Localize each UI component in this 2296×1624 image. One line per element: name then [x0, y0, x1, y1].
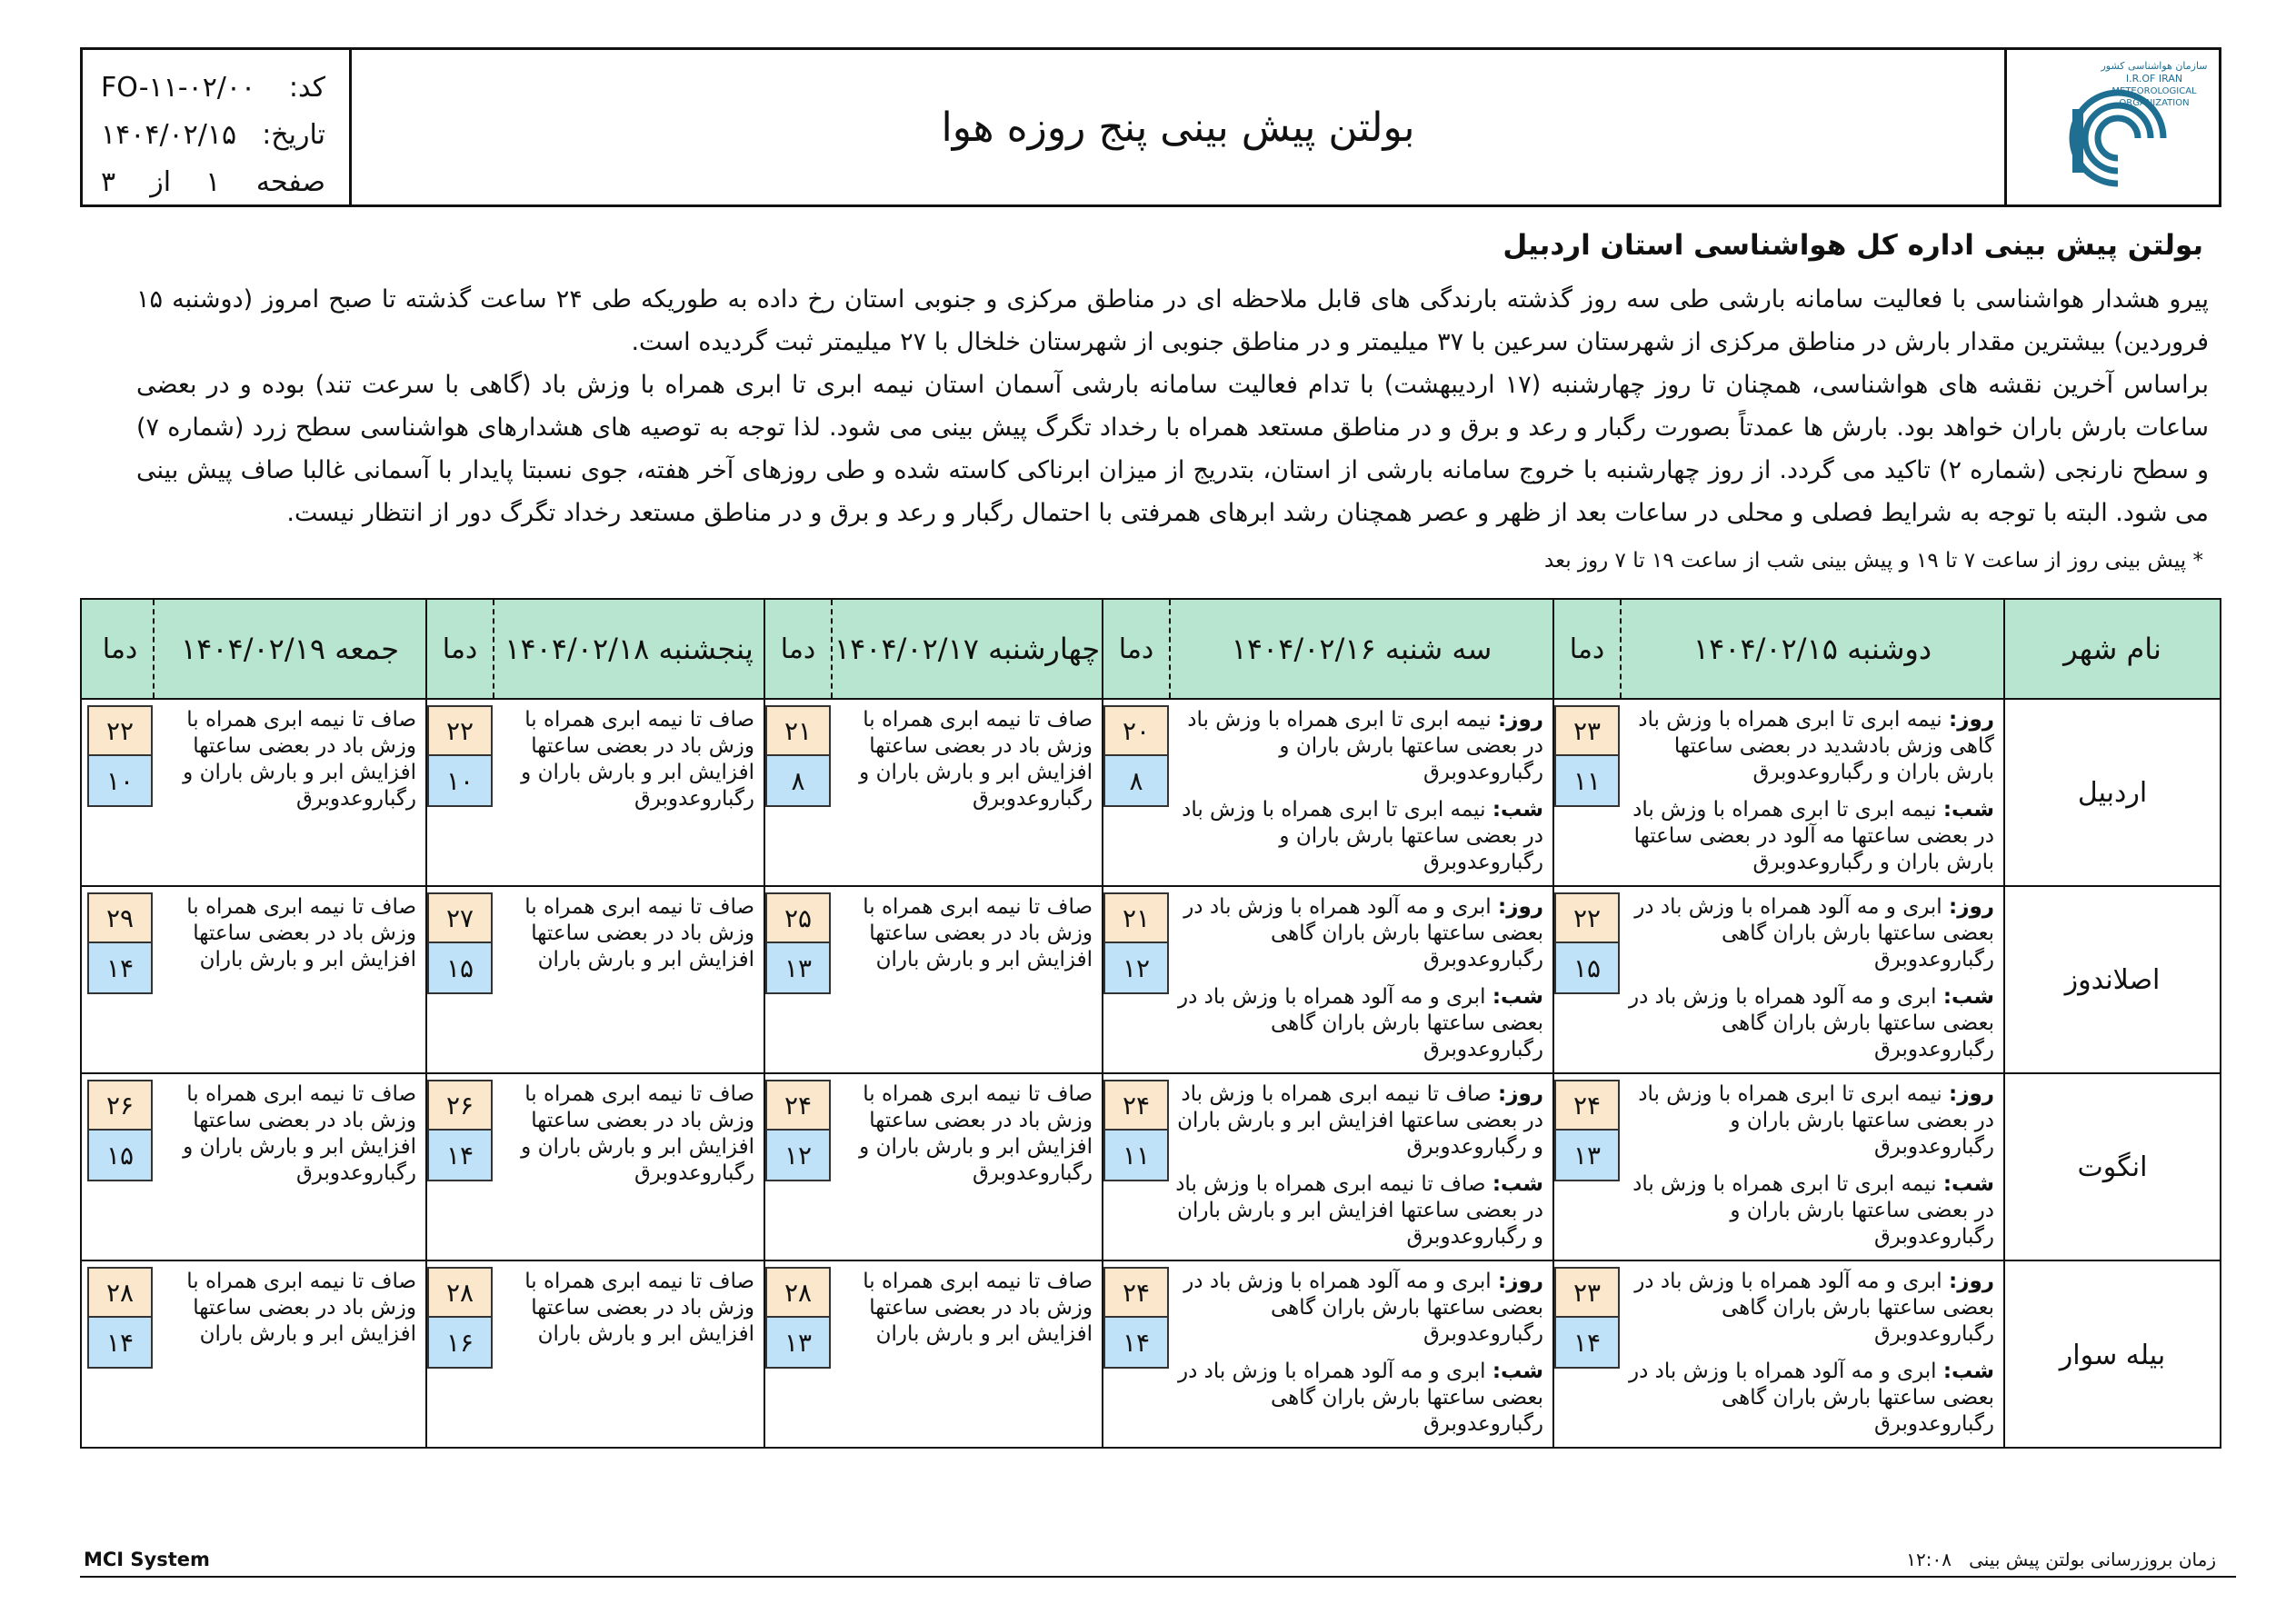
- forecast-table: [80, 598, 2221, 1449]
- city-name: انگوت: [2077, 1151, 2148, 1183]
- page-of: از: [150, 166, 172, 198]
- night-forecast: ابری و مه آلود همراه با وزش باد در بعضی ساعتها بارش باران گاهی رگباروعدوبرق: [1178, 1360, 1543, 1436]
- max-temp: ۲۲: [427, 705, 493, 756]
- min-temp: ۸: [1103, 756, 1169, 807]
- system-label: MCI System: [84, 1549, 210, 1570]
- document-meta: [83, 50, 352, 204]
- forecast-text: صاف تا نیمه ابری همراه با وزش باد در بعضی ساعتها افزایش ابر و بارش باران: [863, 1270, 1093, 1346]
- day-header-cell: چهارشنبه ۱۴۰۴/۰۲/۱۷ دما: [764, 600, 1102, 698]
- max-temp: ۲۴: [1103, 1267, 1169, 1318]
- page-total: ۳: [101, 166, 116, 198]
- forecast-cell: روز: صاف تا نیمه ابری همراه با وزش باد در بعضی ساعتها افزایش ابر و بارش باران و رگباروعدوبرق شب: صاف تا نیمه ابری همراه با وزش باد در بعضی ساعتها افزایش ابر و بارش باران و رگباروعدوبرق ۲۴ ۱۱: [1102, 1074, 1552, 1260]
- table-row: [82, 1074, 2220, 1261]
- day-header-cell: پنجشنبه ۱۴۰۴/۰۲/۱۸ دما: [425, 600, 764, 698]
- forecast-text: صاف تا نیمه ابری همراه با وزش باد در بعضی ساعتها افزایش ابر و بارش باران: [863, 895, 1093, 971]
- night-forecast: ابری و مه آلود همراه با وزش باد در بعضی ساعتها بارش باران گاهی رگباروعدوبرق: [1629, 1360, 1994, 1436]
- min-temp: ۱۳: [765, 943, 831, 994]
- update-time-value: ۱۲:۰۸: [1906, 1549, 1952, 1570]
- max-temp: ۲۶: [87, 1080, 153, 1131]
- day-forecast: نیمه ابری تا ابری همراه با وزش باد گاهی وزش بادشدید در بعضی ساعتها بارش باران و رگباروعدوبرق: [1638, 708, 1994, 784]
- forecast-text: صاف تا نیمه ابری همراه با وزش باد در بعضی ساعتها افزایش ابر و بارش باران و رگباروعدوبرق: [521, 1082, 754, 1185]
- forecast-cell: روز: ابری و مه آلود همراه با وزش باد در بعضی ساعتها بارش باران گاهی رگباروعدوبرق شب: ابری و مه آلود همراه با وزش باد در بعضی ساعتها بارش باران گاهی رگباروعدوبرق ۲۲ ۱۵: [1552, 887, 2003, 1072]
- forecast-cell: [764, 1074, 1102, 1260]
- day-header-cell: سه شنبه ۱۴۰۴/۰۲/۱۶ دما: [1102, 600, 1552, 698]
- day-header-cell: دوشنبه ۱۴۰۴/۰۲/۱۵ دما: [1552, 600, 2003, 698]
- max-temp: ۲۴: [1554, 1080, 1620, 1131]
- max-temp: ۲۰: [1103, 705, 1169, 756]
- max-temp: ۲۴: [765, 1080, 831, 1131]
- forecast-cell: روز: نیمه ابری تا ابری همراه با وزش باد در بعضی ساعتها بارش باران و رگباروعدوبرق شب: نیمه ابری تا ابری همراه با وزش باد در بعضی ساعتها بارش باران و رگباروعدوبرق ۲۰ ۸: [1102, 700, 1552, 885]
- max-temp: ۲۱: [765, 705, 831, 756]
- date-label: تاریخ:: [262, 119, 325, 151]
- min-temp: ۱۴: [87, 943, 153, 994]
- min-temp: ۱۲: [1103, 943, 1169, 994]
- max-temp: ۲۶: [427, 1080, 493, 1131]
- paragraph-2: براساس آخرین نقشه های هواشناسی، همچنان تا روز چهارشنبه (۱۷ اردیبهشت) با تدام فعالیت سامانه بارشی آسمان استان نیمه ابری تا ابری همراه با وزش باد (گاهی با سرعت تند) بوده و در بعضی ساعات بارش باران خواهد بود. بارش ها عمدتاً بصورت رگبار و رعد و برق و در مناطق مستعد همراه با رخداد تگرگ پیش بینی می شود. لذا توجه به توصیه های هشدارهای هواشناسی سطح زرد (شماره ۷) و سطح نارنجی (شماره ۲) تاکید می گردد. از روز چهارشنبه با خروج سامانه بارشی از استان، بتدریج از میزان ابرناکی کاسته شده و طی روزهای آخر هفته، جوی نسبتا پایدار با آسمانی غالبا صاف پیش بینی می شود. البته با توجه به شرایط فصلی و محلی در ساعات بعد از ظهر و عصر همچنان رشد ابرهای همرفتی با احتمال رگبار و رعد و برق و در مناطق مستعد رخداد تگرگ دور از انتظار نیست.: [136, 371, 2209, 527]
- max-temp: ۲۳: [1554, 705, 1620, 756]
- forecast-cell: [764, 700, 1102, 885]
- page-current: ۱: [205, 166, 221, 198]
- forecast-text: صاف تا نیمه ابری همراه با وزش باد در بعضی ساعتها افزایش ابر و بارش باران و رگباروعدوبرق: [859, 708, 1093, 811]
- forecast-cell: روز: ابری و مه آلود همراه با وزش باد در بعضی ساعتها بارش باران گاهی رگباروعدوبرق شب: ابری و مه آلود همراه با وزش باد در بعضی ساعتها بارش باران گاهی رگباروعدوبرق ۲۳ ۱۴: [1552, 1261, 2003, 1449]
- footer-divider: [80, 1576, 2236, 1578]
- table-header: [82, 600, 2220, 700]
- svg-text:METEOROLOGICAL: METEOROLOGICAL: [2111, 86, 2197, 96]
- paragraph-1: پیرو هشدار هواشناسی با فعالیت سامانه بارشی طی سه روز گذشته بارندگی های قابل ملاحظه ای در مناطق مرکزی و جنوبی استان رخ داده به طوریکه طی ۲۴ ساعت گذشته تا صبح امروز (دوشنبه ۱۵ فروردین) بیشترین مقدار بارش در مناطق مرکزی از شهرستان سرعین با ۳۷ میلیمتر و در مناطق جنوبی از شهرستان خلخال با ۲۷ میلیمتر ثبت گردیده است.: [136, 285, 2209, 356]
- update-time: [1906, 1549, 2216, 1570]
- city-name: بیله سوار: [2059, 1339, 2166, 1371]
- code-row: [101, 65, 325, 112]
- forecast-note: * پیش بینی روز از ساعت ۷ تا ۱۹ و پیش بینی شب از ساعت ۱۹ تا ۷ روز بعد: [1544, 549, 2203, 573]
- forecast-cell: [764, 887, 1102, 1072]
- date-value: ۱۴۰۴/۰۲/۱۵: [101, 119, 237, 151]
- day-forecast: ابری و مه آلود همراه با وزش باد در بعضی ساعتها بارش باران گاهی رگباروعدوبرق: [1183, 895, 1543, 971]
- forecast-text: صاف تا نیمه ابری همراه با وزش باد در بعضی ساعتها افزایش ابر و بارش باران: [186, 1270, 416, 1346]
- night-forecast: نیمه ابری تا ابری همراه با وزش باد در بعضی ساعتها بارش باران و رگباروعدوبرق: [1632, 1172, 1994, 1249]
- min-temp: ۱۵: [1554, 943, 1620, 994]
- max-temp: ۲۴: [1103, 1080, 1169, 1131]
- org-title: بولتن پیش بینی اداره کل هواشناسی استان اردبیل: [1502, 229, 2203, 262]
- day-forecast: ابری و مه آلود همراه با وزش باد در بعضی ساعتها بارش باران گاهی رگباروعدوبرق: [1183, 1270, 1543, 1346]
- min-temp: ۱۵: [87, 1131, 153, 1181]
- page-numbering: [101, 159, 220, 206]
- forecast-cell: روز: ابری و مه آلود همراه با وزش باد در بعضی ساعتها بارش باران گاهی رگباروعدوبرق شب: ابری و مه آلود همراه با وزش باد در بعضی ساعتها بارش باران گاهی رگباروعدوبرق ۲۱ ۱۲: [1102, 887, 1552, 1072]
- max-temp: ۲۵: [765, 892, 831, 943]
- max-temp: ۲۳: [1554, 1267, 1620, 1318]
- forecast-text: صاف تا نیمه ابری همراه با وزش باد در بعضی ساعتها افزایش ابر و بارش باران: [186, 895, 416, 971]
- update-label: زمان بروزرسانی بولتن پیش بینی: [1969, 1549, 2216, 1570]
- min-temp: ۱۴: [1554, 1318, 1620, 1369]
- meteorology-logo-icon: [2018, 55, 2209, 200]
- date-row: [101, 112, 325, 159]
- forecast-cell: [87, 887, 425, 1072]
- code-value: FO-۱۱-۰۲/۰۰: [101, 72, 256, 104]
- code-label: کد:: [288, 72, 325, 104]
- svg-text:ORGANIZATION: ORGANIZATION: [2118, 98, 2190, 108]
- forecast-cell: [764, 1261, 1102, 1449]
- forecast-text: صاف تا نیمه ابری همراه با وزش باد در بعضی ساعتها افزایش ابر و بارش باران و رگباروعدوبرق: [521, 708, 754, 811]
- city-name: اردبیل: [2077, 776, 2148, 809]
- min-temp: ۱۳: [1554, 1131, 1620, 1181]
- min-temp: ۸: [765, 756, 831, 807]
- day-forecast: ابری و مه آلود همراه با وزش باد در بعضی ساعتها بارش باران گاهی رگباروعدوبرق: [1634, 895, 1994, 971]
- max-temp: ۲۷: [427, 892, 493, 943]
- min-temp: ۱۴: [1103, 1318, 1169, 1369]
- city-name: اصلاندوز: [2064, 963, 2161, 996]
- table-row: [82, 887, 2220, 1074]
- forecast-text: صاف تا نیمه ابری همراه با وزش باد در بعضی ساعتها افزایش ابر و بارش باران و رگباروعدوبرق: [859, 1082, 1093, 1185]
- max-temp: ۲۲: [87, 705, 153, 756]
- forecast-text: صاف تا نیمه ابری همراه با وزش باد در بعضی ساعتها افزایش ابر و بارش باران و رگباروعدوبرق: [183, 1082, 416, 1185]
- day-forecast: ابری و مه آلود همراه با وزش باد در بعضی ساعتها بارش باران گاهی رگباروعدوبرق: [1634, 1270, 1994, 1346]
- day-forecast: نیمه ابری تا ابری همراه با وزش باد در بعضی ساعتها بارش باران و رگباروعدوبرق: [1187, 708, 1543, 784]
- max-temp: ۲۸: [427, 1267, 493, 1318]
- max-temp: ۲۱: [1103, 892, 1169, 943]
- min-temp: ۱۱: [1103, 1131, 1169, 1181]
- max-temp: ۲۸: [765, 1267, 831, 1318]
- city-header-cell: نام شهر: [2003, 600, 2220, 698]
- forecast-text: صاف تا نیمه ابری همراه با وزش باد در بعضی ساعتها افزایش ابر و بارش باران: [524, 1270, 754, 1346]
- page-title: بولتن پیش بینی پنج روزه هوا: [941, 104, 1415, 151]
- svg-text:I.R.OF IRAN: I.R.OF IRAN: [2125, 73, 2182, 85]
- forecast-cell: [425, 700, 764, 885]
- forecast-cell: روز: ابری و مه آلود همراه با وزش باد در بعضی ساعتها بارش باران گاهی رگباروعدوبرق شب: ابری و مه آلود همراه با وزش باد در بعضی ساعتها بارش باران گاهی رگباروعدوبرق ۲۴ ۱۴: [1102, 1261, 1552, 1449]
- forecast-cell: [425, 1074, 764, 1260]
- min-temp: ۱۰: [87, 756, 153, 807]
- forecast-cell: [87, 1074, 425, 1260]
- document-header: [80, 47, 2221, 207]
- day-forecast: نیمه ابری تا ابری همراه با وزش باد در بعضی ساعتها بارش باران و رگباروعدوبرق: [1638, 1082, 1994, 1159]
- day-header-cell: جمعه ۱۴۰۴/۰۲/۱۹ دما: [87, 600, 425, 698]
- page-row: [101, 159, 325, 206]
- table-row: [82, 1261, 2220, 1449]
- forecast-cell: [87, 700, 425, 885]
- night-forecast: نیمه ابری تا ابری همراه با وزش باد در بعضی ساعتها مه آلود در بعضی ساعتها بارش باران و رگباروعدوبرق: [1632, 798, 1994, 874]
- night-forecast: صاف تا نیمه ابری همراه با وزش باد در بعضی ساعتها افزایش ابر و بارش باران و رگباروعدوبرق: [1175, 1172, 1543, 1249]
- night-forecast: نیمه ابری تا ابری همراه با وزش باد در بعضی ساعتها بارش باران و رگباروعدوبرق: [1182, 798, 1543, 874]
- night-forecast: ابری و مه آلود همراه با وزش باد در بعضی ساعتها بارش باران گاهی رگباروعدوبرق: [1629, 985, 1994, 1061]
- organization-logo: [2004, 50, 2219, 204]
- night-forecast: ابری و مه آلود همراه با وزش باد در بعضی ساعتها بارش باران گاهی رگباروعدوبرق: [1178, 985, 1543, 1061]
- forecast-cell: روز: نیمه ابری تا ابری همراه با وزش باد در بعضی ساعتها بارش باران و رگباروعدوبرق شب: نیمه ابری تا ابری همراه با وزش باد در بعضی ساعتها بارش باران و رگباروعدوبرق ۲۴ ۱۳: [1552, 1074, 2003, 1260]
- max-temp: ۲۲: [1554, 892, 1620, 943]
- min-temp: ۱۰: [427, 756, 493, 807]
- forecast-cell: [425, 1261, 764, 1449]
- min-temp: ۱۲: [765, 1131, 831, 1181]
- min-temp: ۱۴: [87, 1318, 153, 1369]
- min-temp: ۱۶: [427, 1318, 493, 1369]
- svg-text:سازمان هواشناسی کشور: سازمان هواشناسی کشور: [2100, 60, 2208, 72]
- min-temp: ۱۵: [427, 943, 493, 994]
- min-temp: ۱۴: [427, 1131, 493, 1181]
- table-row: [82, 700, 2220, 887]
- forecast-cell: [425, 887, 764, 1072]
- forecast-cell: [87, 1261, 425, 1449]
- forecast-text: صاف تا نیمه ابری همراه با وزش باد در بعضی ساعتها افزایش ابر و بارش باران و رگباروعدوبرق: [183, 708, 416, 811]
- max-temp: ۲۹: [87, 892, 153, 943]
- min-temp: ۱۳: [765, 1318, 831, 1369]
- max-temp: ۲۸: [87, 1267, 153, 1318]
- min-temp: ۱۱: [1554, 756, 1620, 807]
- forecast-cell: روز: نیمه ابری تا ابری همراه با وزش باد گاهی وزش بادشدید در بعضی ساعتها بارش باران و رگباروعدوبرق شب: نیمه ابری تا ابری همراه با وزش باد در بعضی ساعتها مه آلود در بعضی ساعتها بارش باران و رگباروعدوبرق ۲۳ ۱۱: [1552, 700, 2003, 885]
- forecast-text: صاف تا نیمه ابری همراه با وزش باد در بعضی ساعتها افزایش ابر و بارش باران: [524, 895, 754, 971]
- page-label: صفحه: [255, 166, 325, 198]
- day-forecast: صاف تا نیمه ابری همراه با وزش باد در بعضی ساعتها افزایش ابر و بارش باران و رگباروعدوبرق: [1177, 1082, 1543, 1159]
